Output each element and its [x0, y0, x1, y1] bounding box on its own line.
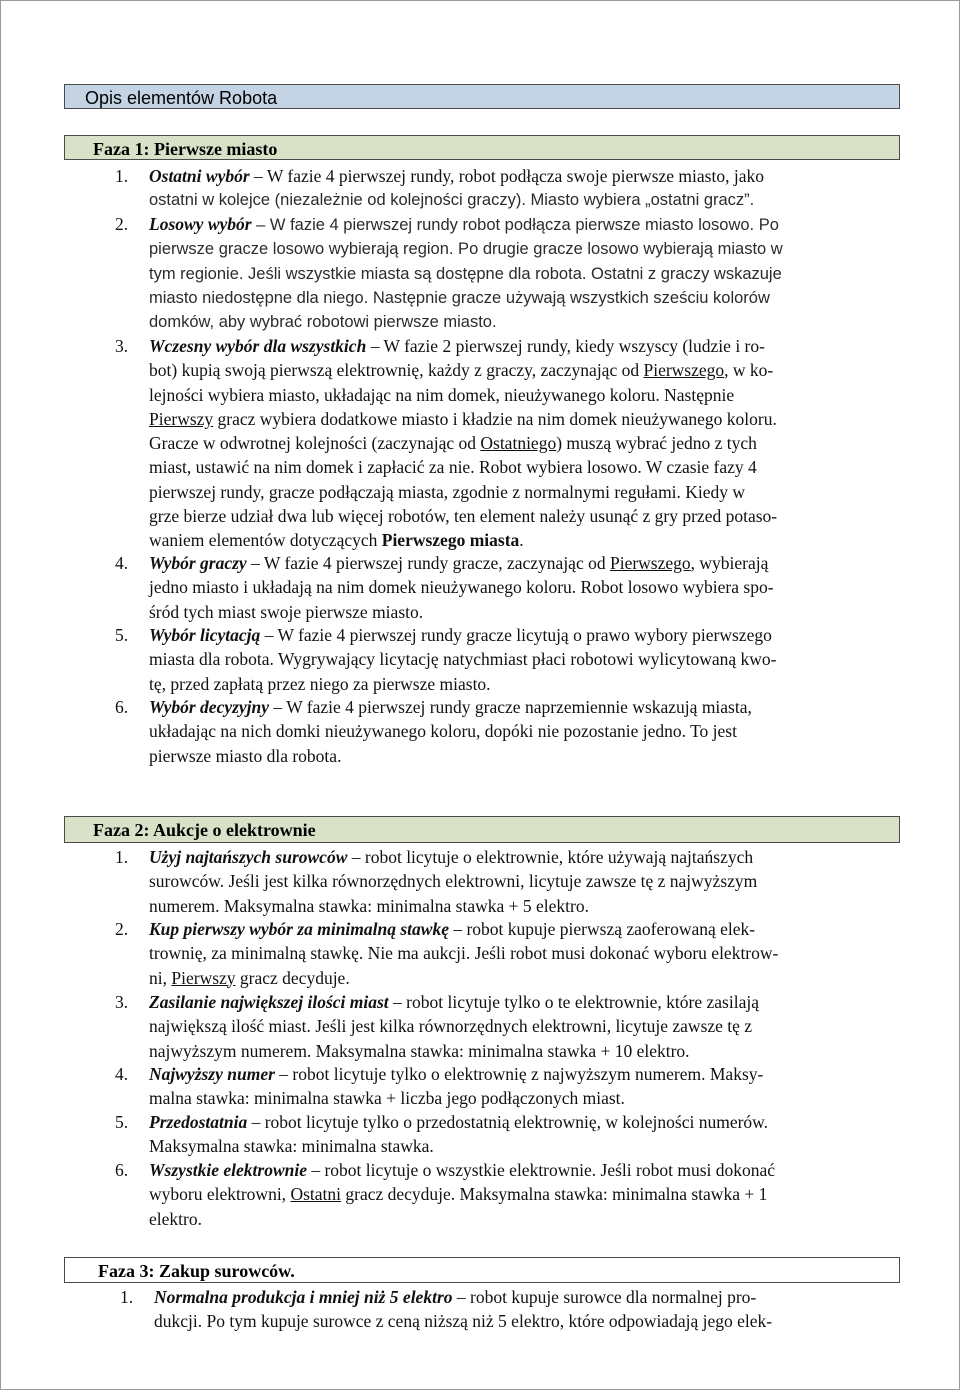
list-number: 2. [115, 214, 129, 234]
item-text: numerem. Maksymalna stawka: minimalna stawka + 5 elektro. [149, 895, 589, 916]
item-text: dukcji. Po tym kupuje surowce z ceną niższą niż 5 elektro, które odpowiadają jego elek- [154, 1311, 773, 1332]
item-text: – W fazie 4 pierwszej rundy gracze naprzemiennie wskazują miasta, [269, 697, 752, 717]
item-text: ni, [149, 967, 172, 988]
item-text: bot) kupią swoją pierwszą elektrownię, każdy z graczy, zaczynając od [149, 360, 644, 381]
item-text: – robot licytuje o elektrownie, które używają najtańszych [347, 847, 754, 867]
list-number: 1. [115, 166, 129, 186]
item-text: wyboru elektrowni, [149, 1184, 291, 1205]
item-text: – W fazie 4 pierwszej rundy robot podłącza pierwsze miasto losowo. Po [251, 216, 779, 234]
item-term: Wybór graczy [149, 553, 247, 573]
phase3-header: Faza 3: Zakup surowców. [64, 1257, 900, 1283]
item-text: Maksymalna stawka: minimalna stawka. [149, 1136, 434, 1157]
item-text: – robot licytuje tylko o te elektrownie, które zasilają [388, 992, 759, 1012]
item-text: pierwsze miasto dla robota. [149, 745, 342, 766]
item-term: Wszystkie elektrownie [149, 1160, 307, 1180]
underlined-player-ref: Ostatni [290, 1184, 341, 1205]
underlined-player-ref: Pierwszy [171, 967, 236, 988]
underlined-player-ref: Pierwszego [643, 360, 725, 381]
list-number: 5. [115, 1112, 129, 1132]
item-text: waniem elementów dotyczących [149, 530, 382, 551]
item-text: – W fazie 4 pierwszej rundy gracze licytują o prawo wybory pierwszego [260, 625, 772, 645]
list-number: 3. [115, 992, 129, 1012]
item-text: ) muszą wybrać jedno z tych [556, 433, 757, 454]
item-term: Kup pierwszy wybór za minimalną stawkę [149, 919, 449, 939]
item-text: największą ilość miast. Jeśli jest kilka równorzędnych elektrowni, licytuje zawsze tę z [149, 1016, 753, 1037]
list-number: 6. [115, 697, 129, 717]
item-text: układając na nich domki nieużywanego koloru, dopóki nie pozostanie jedno. To jest [149, 721, 737, 742]
item-term: Wczesny wybór dla wszystkich [149, 336, 367, 356]
item-text: – robot kupuje surowce dla normalnej pro- [452, 1287, 757, 1307]
list-number: 1. [115, 847, 129, 867]
list-number: 3. [115, 336, 129, 356]
underlined-player-ref: Pierwszy [149, 408, 214, 429]
item-text: tę, przed zapłatą przez niego za pierwsze miasto. [149, 673, 491, 694]
item-text: – W fazie 4 pierwszej rundy, robot podłącza swoje pierwsze miasto, jako [249, 166, 764, 186]
list-number: 6. [115, 1160, 129, 1180]
item-text: grze bierze udział dwa lub więcej robotów, ten element należy usunąć z gry przed potaso- [149, 506, 778, 527]
item-text: – robot licytuje tylko o elektrownię z najwyższym numerem. Maksy- [274, 1064, 764, 1084]
list-number: 4. [115, 1064, 129, 1084]
item-text: , wybierają [690, 553, 769, 573]
item-text: miast, ustawić na nim domek i zapłacić za nie. Robot wybiera losowo. W czasie fazy 4 [149, 457, 757, 478]
item-text: – W fazie 2 pierwszej rundy, kiedy wszyscy (ludzie i ro- [366, 336, 765, 356]
item-text: Gracze w odwrotnej kolejności (zaczynając od [149, 433, 481, 454]
item-term: Najwyższy numer [149, 1064, 275, 1084]
item-text: trownię, za minimalną stawkę. Nie ma aukcji. Jeśli robot musi dokonać wyboru elektrow- [149, 943, 779, 964]
item-text: gracz wybiera dodatkowe miasto i kładzie na nim domek nieużywanego koloru. [213, 408, 777, 429]
item-text: elektro. [149, 1208, 202, 1229]
item-text: malna stawka: minimalna stawka + liczba jego podłączonych miast. [149, 1088, 625, 1109]
item-text: jedno miasto i układają na nim domek nieużywanego koloru. Robot losowo wybiera spo- [149, 577, 774, 598]
bold-text: Pierwszego miasta [381, 530, 520, 551]
item-text: pierwszej rundy, gracze podłączają miasta, zgodnie z normalnymi regułami. Kiedy w [149, 481, 746, 502]
item-text: najwyższym numerem. Maksymalna stawka: minimalna stawka + 10 elektro. [149, 1040, 690, 1061]
phase2-header: Faza 2: Aukcje o elektrownie [64, 816, 900, 843]
phase1-header: Faza 1: Pierwsze miasto [64, 135, 900, 160]
item-text: lejności wybiera miasto, układając na nim domek, nieużywanego koloru. Następnie [149, 384, 735, 405]
item-text: ostatni w kolejce (niezależnie od kolejności graczy). Miasto wybiera „ostatni gracz”. [149, 191, 755, 210]
item-term: Wybór licytacją [149, 625, 261, 645]
item-text: domków, aby wybrać robotowi pierwsze miasto. [149, 313, 497, 332]
item-text: – robot licytuje o wszystkie elektrownie. Jeśli robot musi dokonać [306, 1160, 776, 1180]
item-text: śród tych miast swoje pierwsze miasto. [149, 601, 424, 622]
item-term: Normalna produkcja i mniej niż 5 elektro [154, 1287, 453, 1307]
item-text: tym regionie. Jeśli wszystkie miasta są dostępne dla robota. Ostatni z graczy wskazuje [149, 264, 782, 283]
item-text: – W fazie 4 pierwszej rundy gracze, zaczynając od [246, 553, 610, 573]
item-text: gracz decyduje. [235, 967, 350, 988]
item-text: miasto niedostępne dla niego. Następnie gracze używają wszystkich sześciu kolorów [149, 288, 770, 307]
underlined-player-ref: Pierwszego [609, 553, 691, 573]
item-text: surowców. Jeśli jest kilka równorzędnych elektrowni, licytuje zawsze tę z najwyższym [149, 871, 758, 892]
item-text: – robot licytuje tylko o przedostatnią elektrownię, w kolejności numerów. [247, 1112, 769, 1132]
underlined-player-ref: Ostatniego [480, 433, 557, 454]
item-term: Ostatni wybór [149, 166, 250, 186]
item-text: miasta dla robota. Wygrywający licytację natychmiast płaci robotowi wylicytowaną kwo- [149, 649, 777, 670]
item-term: Zasilanie największej ilości miast [149, 992, 389, 1012]
item-term: Wybór decyzyjny [149, 697, 270, 717]
list-number: 5. [115, 625, 129, 645]
item-term: Użyj najtańszych surowców [149, 847, 348, 867]
list-number: 1. [120, 1287, 134, 1307]
list-number: 4. [115, 553, 129, 573]
item-text: – robot kupuje pierwszą zaoferowaną elek- [448, 919, 756, 939]
document-title: Opis elementów Robota [64, 84, 900, 109]
list-number: 2. [115, 919, 129, 939]
item-text: . [519, 530, 524, 551]
item-text: pierwsze gracze losowo wybierają region. Po drugie gracze losowo wybierają miasto w [149, 240, 783, 259]
item-text: , w ko- [724, 360, 774, 381]
item-text: gracz decyduje. Maksymalna stawka: minimalna stawka + 1 [341, 1184, 768, 1205]
item-term: Przedostatnia [149, 1112, 248, 1132]
item-term: Losowy wybór [149, 214, 252, 234]
